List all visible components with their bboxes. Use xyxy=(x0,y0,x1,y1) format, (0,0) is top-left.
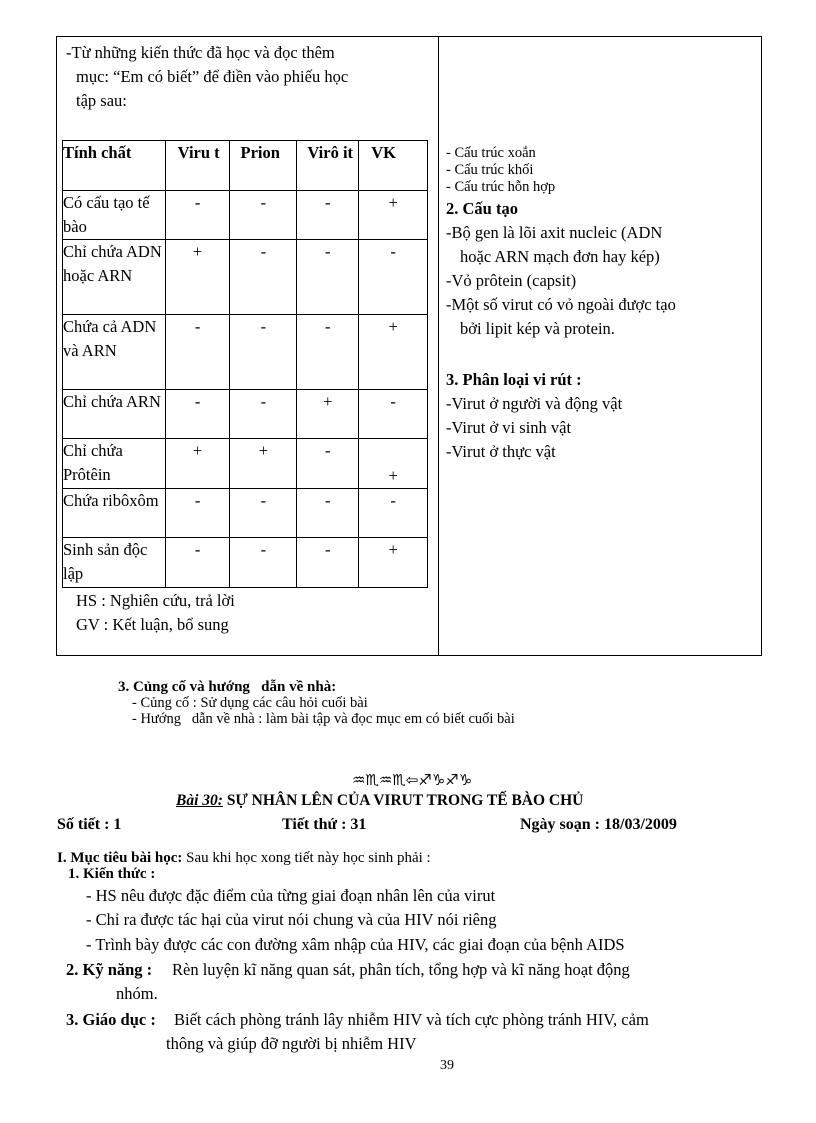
cell-vk: - xyxy=(359,240,428,315)
row-property: Chứa ribôxôm xyxy=(63,489,166,538)
cell-virut: - xyxy=(165,315,230,390)
giao-duc-line: thông và giúp đỡ người bị nhiễm HIV xyxy=(166,1034,417,1053)
cau-tao-line: -Vỏ prôtein (capsit) xyxy=(446,271,577,290)
objectives-heading: I. Mục tiêu bài học: xyxy=(57,850,183,866)
header-vk: VK xyxy=(359,141,428,191)
cell-vk: - xyxy=(359,390,428,439)
row-property: Chứa cả ADN và ARN xyxy=(63,315,166,390)
phan-loai-heading: 3. Phân loại vi rút : xyxy=(446,370,582,389)
phan-loai-line: -Virut ở người và động vật xyxy=(446,394,623,413)
row-property: Sinh sản độc lập xyxy=(63,538,166,588)
cell-viroit: - xyxy=(297,439,359,489)
cell-vk: + xyxy=(359,439,428,489)
cell-prion: - xyxy=(230,489,297,538)
table-row xyxy=(63,538,428,588)
cau-tao-heading: 2. Cấu tạo xyxy=(446,199,518,218)
ky-nang-line: nhóm. xyxy=(116,984,158,1003)
header-virut: Viru t xyxy=(165,141,230,191)
cell-viroit: + xyxy=(297,390,359,439)
column-divider xyxy=(438,36,439,656)
cell-viroit: - xyxy=(297,315,359,390)
ornament-divider: ♒♏♒♏⇦♐♑♐♑ xyxy=(352,771,473,789)
giao-duc-line: Biết cách phòng tránh lây nhiễm HIV và tích cực phòng tránh HIV, cảm xyxy=(174,1010,649,1029)
cell-prion: - xyxy=(230,538,297,588)
lesson-title-text: SỰ NHÂN LÊN CỦA VIRUT TRONG TẾ BÀO CHỦ xyxy=(222,792,584,809)
header-viroit: Virô it xyxy=(297,141,359,191)
giao-duc-label: 3. Giáo dục : xyxy=(66,1010,156,1029)
tiet-thu: Tiết thứ : 31 xyxy=(282,816,367,833)
table-row xyxy=(63,315,428,390)
cung-co-heading: 3. Củng cố và hướng dẫn về nhà: xyxy=(118,679,337,695)
table-header-row xyxy=(63,141,428,191)
cell-viroit: - xyxy=(297,489,359,538)
cell-vk: + xyxy=(359,315,428,390)
gv-line: GV : Kết luận, bổ sung xyxy=(76,615,229,634)
cell-viroit: - xyxy=(297,191,359,240)
row-property: Chỉ chứa Prôtêin xyxy=(63,439,166,489)
cau-tao-line: bởi lipit kép và protein. xyxy=(460,319,615,338)
hs-line: HS : Nghiên cứu, trả lời xyxy=(76,591,235,610)
cau-tao-line: hoặc ARN mạch đơn hay kép) xyxy=(460,247,660,266)
intro-line-2: mục: “Em có biết” để điền vào phiếu học xyxy=(76,67,349,86)
structure-type: - Cấu trúc khối xyxy=(446,162,534,178)
cell-virut: - xyxy=(165,390,230,439)
ky-nang-line: Rèn luyện kĩ năng quan sát, phân tích, tổng hợp và kĩ năng hoạt động xyxy=(172,960,630,979)
phan-loai-line: -Virut ở vi sinh vật xyxy=(446,418,572,437)
objectives-heading-line xyxy=(57,850,431,867)
lesson-label: Bài 30: xyxy=(176,792,223,809)
cell-vk: - xyxy=(359,489,428,538)
header-prion: Prion xyxy=(230,141,297,191)
cell-prion: - xyxy=(230,240,297,315)
cell-viroit: - xyxy=(297,240,359,315)
cell-virut: - xyxy=(165,538,230,588)
header-property: Tính chất xyxy=(63,141,166,191)
row-property: Có cấu tạo tế bào xyxy=(63,191,166,240)
cau-tao-line: -Bộ gen là lõi axit nucleic (ADN xyxy=(446,223,663,242)
table-row xyxy=(63,191,428,240)
objectives-intro: Sau khi học xong tiết này học sinh phải : xyxy=(182,850,431,866)
row-property: Chỉ chứa ARN xyxy=(63,390,166,439)
cell-vk: + xyxy=(359,538,428,588)
cell-virut: + xyxy=(165,439,230,489)
comparison-table xyxy=(62,140,428,588)
cell-virut: + xyxy=(165,240,230,315)
ky-nang-label: 2. Kỹ năng : xyxy=(66,960,153,979)
structure-type: - Cấu trúc hỗn hợp xyxy=(446,179,556,195)
cung-co-line: - Hướng dẫn về nhà : làm bài tập và đọc mục em có biết cuối bài xyxy=(132,711,515,727)
table-row xyxy=(63,390,428,439)
kien-thuc-heading: 1. Kiến thức : xyxy=(68,866,156,882)
structure-type: - Cấu trúc xoắn xyxy=(446,145,536,161)
table-row xyxy=(63,439,428,489)
cell-virut: - xyxy=(165,191,230,240)
cung-co-line: - Củng cố : Sử dụng các câu hỏi cuối bài xyxy=(132,695,368,711)
cell-virut: - xyxy=(165,489,230,538)
table-row xyxy=(63,240,428,315)
cell-prion: + xyxy=(230,439,297,489)
cau-tao-line: -Một số virut có vỏ ngoài được tạo xyxy=(446,295,676,314)
so-tiet: Số tiết : 1 xyxy=(57,816,122,833)
ngay-soan: Ngày soạn : 18/03/2009 xyxy=(520,816,677,833)
cell-prion: - xyxy=(230,390,297,439)
cell-vk: + xyxy=(359,191,428,240)
cell-prion: - xyxy=(230,191,297,240)
kien-thuc-line: - Chỉ ra được tác hại của virut nói chung và của HIV nói riêng xyxy=(86,910,497,929)
intro-line-3: tập sau: xyxy=(76,91,127,110)
cell-prion: - xyxy=(230,315,297,390)
intro-line-1: -Từ những kiến thức đã học và đọc thêm xyxy=(66,43,335,62)
kien-thuc-line: - Trình bày được các con đường xâm nhập của HIV, các giai đoạn của bệnh AIDS xyxy=(86,935,625,954)
row-property: Chỉ chứa ADN hoặc ARN xyxy=(63,240,166,315)
cell-viroit: - xyxy=(297,538,359,588)
phan-loai-line: -Virut ở thực vật xyxy=(446,442,556,461)
lesson-title xyxy=(176,792,583,810)
table-row xyxy=(63,489,428,538)
kien-thuc-line: - HS nêu được đặc điểm của từng giai đoạn nhân lên của virut xyxy=(86,886,496,905)
page-number: 39 xyxy=(440,1058,454,1073)
